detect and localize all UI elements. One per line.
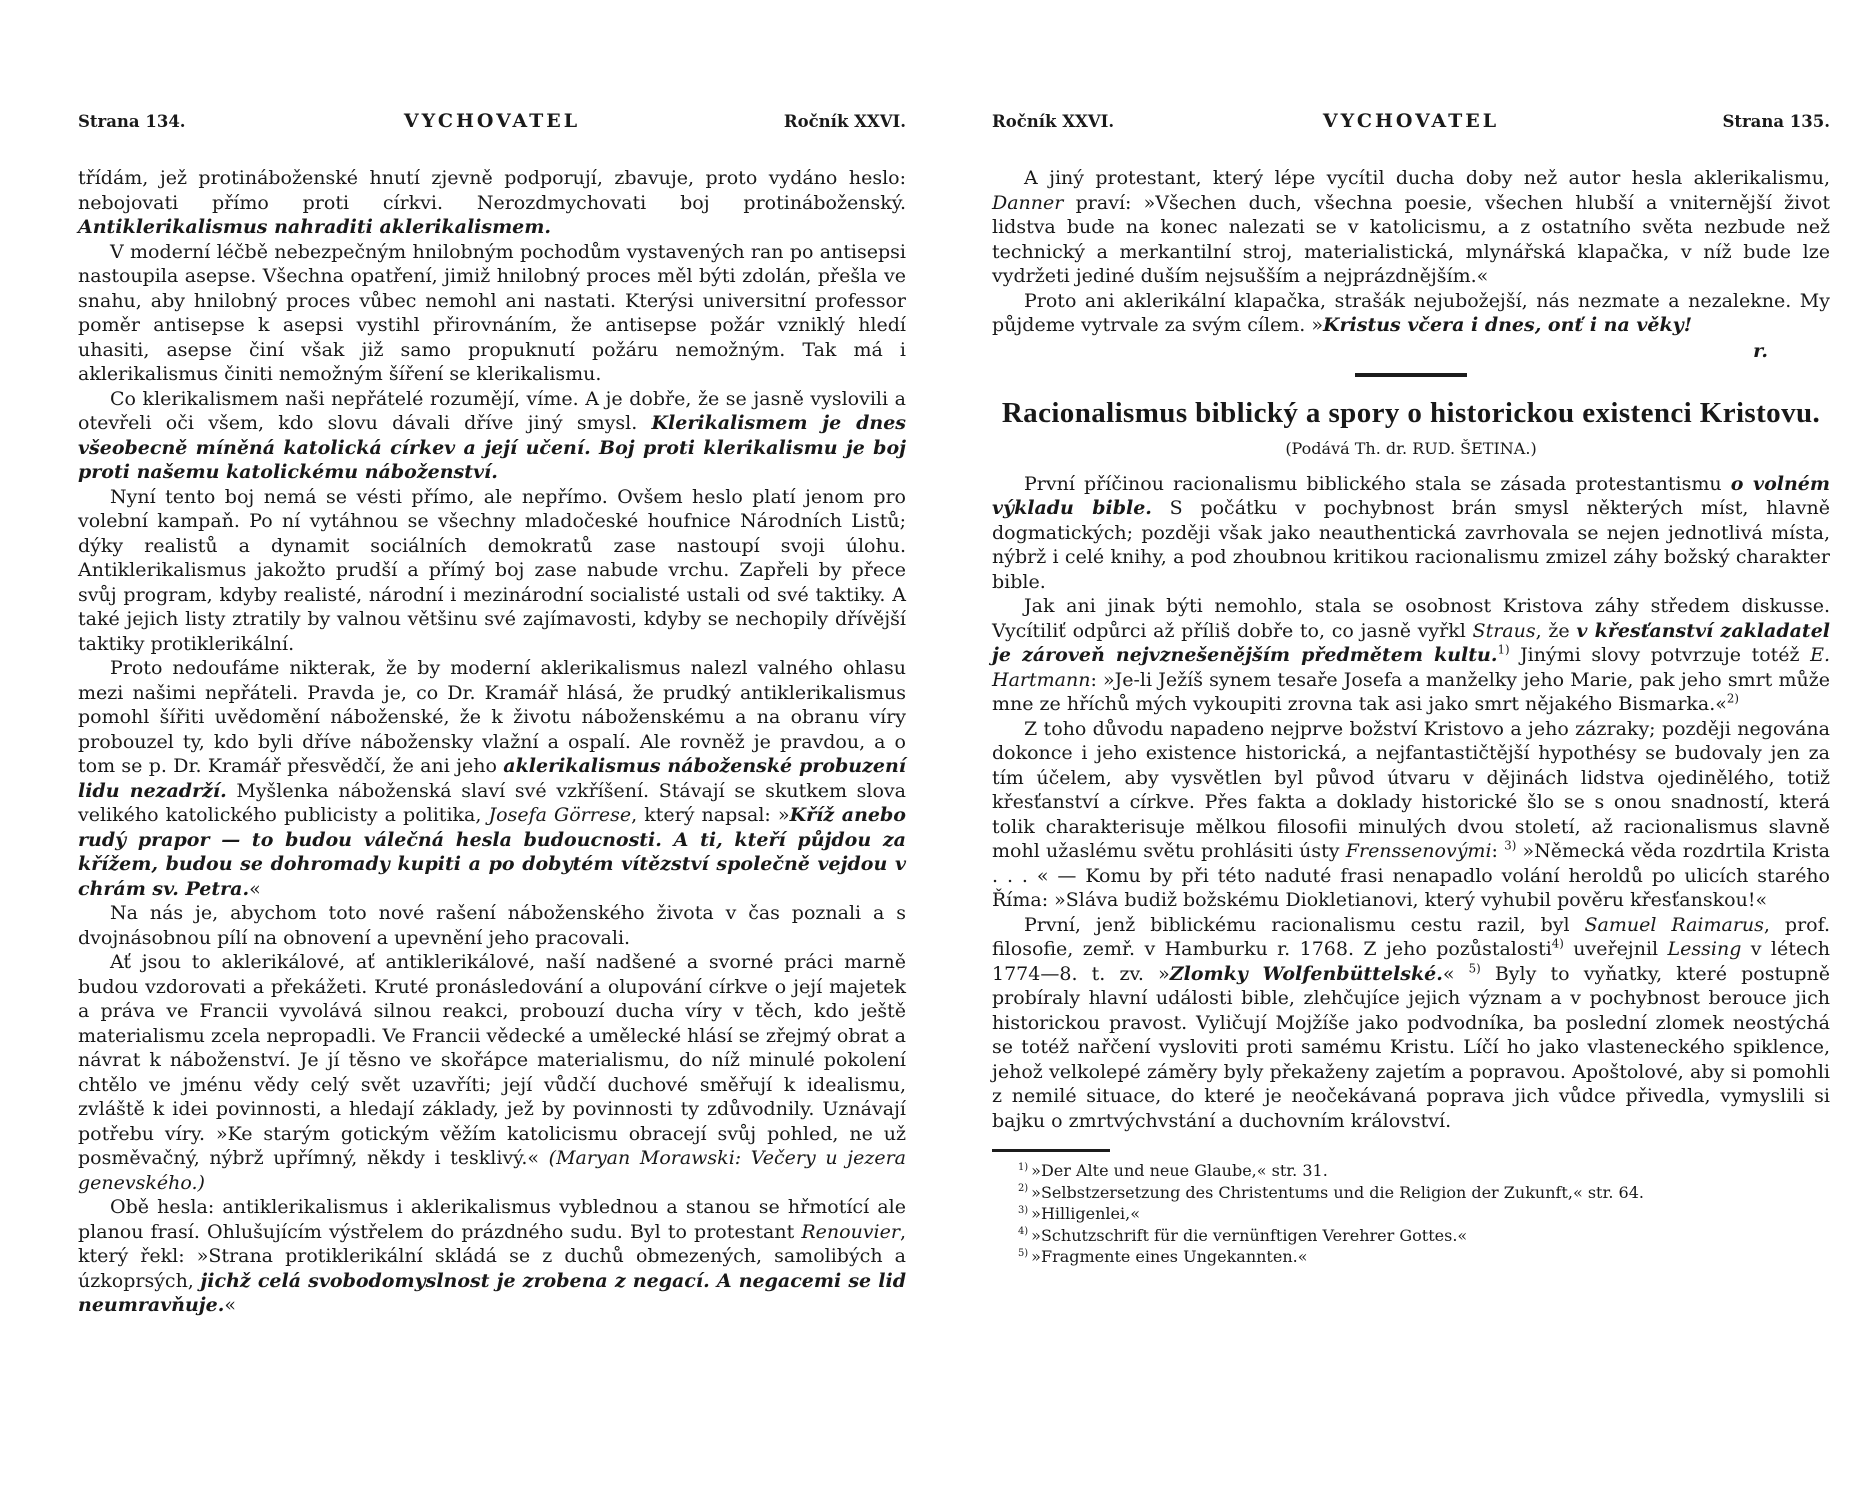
paragraph <box>78 166 906 240</box>
paragraph <box>992 717 1830 913</box>
text-segment: Lessing <box>1667 938 1742 960</box>
paragraph <box>78 240 906 387</box>
footnote-text: »Hilligenlei,« <box>1031 1204 1140 1223</box>
footnote-marker: 2) <box>1018 1183 1029 1195</box>
volume-label: Ročník XXVI. <box>992 112 1115 131</box>
text-segment: , který napsal: » <box>631 804 790 826</box>
text-segment: v létech 1774—8. t. zv. » <box>992 938 1830 985</box>
paragraph <box>992 594 1830 717</box>
footnote-marker: 3) <box>1018 1204 1029 1216</box>
text-segment: Z toho důvodu napadeno nejprve božství Kristovo a jeho zázraky; později negována dokonce i jeho existence historická, a nejfantastičtější hypothésy se budovaly jen za tím účelem, aby vysvětlen byl původ útvaru v dějinách lidstva ojedinělého, totiž křesťanství a církve. Přes fakta a doklady historické šlo se s onou snadností, která tolik charakterisuje mělkou filosofii minulých dvou století, až racionalismus slavně mohl užaslému světu prohlásiti ústy <box>992 717 1830 862</box>
footnote <box>1018 1182 1830 1204</box>
text-segment: praví: »Všechen duch, všechna poesie, všechen hlubší a vniternější život lidstva bude na konec nalezati se v katolicismu, a z ostatního světa nezbude než technický a merkantilní stroj, materialistická, mlynářská klapačka, v níž bude lze vydržeti jediné duším nejsušším a nejprázdnějším.« <box>992 191 1830 287</box>
footnote-text: »Selbstzersetzung des Christentums und die Religion der Zukunft,« str. 64. <box>1031 1182 1644 1202</box>
section-divider <box>1355 373 1467 377</box>
text-segment: : »Je-li Ježíš synem tesaře Josefa a manželky jeho Marie, pak jeho smrt může mne ze hříchů mých vykoupiti zrovna tak asi jako smrt nějakého Bismarka.« <box>992 668 1830 715</box>
page-header-left <box>78 112 906 134</box>
page-right <box>992 0 1830 1268</box>
text-segment: jichž celá svobodomyslnost je zrobena z negací. A negacemi se lid neumravňuje. <box>78 1269 906 1316</box>
text-segment: « <box>1442 962 1469 985</box>
footnote-ref: 4) <box>1551 936 1564 951</box>
text-segment: Ať jsou to aklerikálové, ať antiklerikálové, naší nadšené a svorné práci marně budou vzdorovati a překážeti. Kruté pronásledování a olupování církve o její majetek a práva ve Francii vyvolává silnou reakci, probouzí ducha víry v těch, kdo ještě materialismu zcela nepropadli. Ve Francii vědecké a umělecké hlásí se zřejmý obrat a návrat k náboženství. Je jí těsno ve skořápce materialismu, do níž minulé pokolení chtělo ve jménu vědy celý svět uzavříti; její vůdčí duchové směřují k idealismu, zvláště k idei povinnosti, a hledají základy, jež by povinnosti ty zdůvodnily. Uznávají potřebu víry. »Ke starým gotickým věžím katolicismu obracejí svůj pohled, ne už posměvačný, nýbrž upřímný, někdy i tesklivý.« <box>78 951 906 1169</box>
text-segment: Proto nedoufáme nikterak, že by moderní aklerikalismus nalezl valného ohlasu mezi našimi nepřáteli. Pravda je, co Dr. Kramář hlásá, že prudký antiklerikalismus pomohl šířiti uvědomění náboženské, že k životu náboženskému a na obranu víry probouzel ty, kdo byli dříve nábožensky vlažní a ospalí. Ale rovněž je pravdou, a o tom se p. Dr. Kramář přesvědčí, že ani jeho <box>78 657 906 777</box>
footnote-ref: 5) <box>1468 961 1481 976</box>
footnote-marker: 1) <box>1018 1161 1029 1173</box>
paragraph <box>992 472 1830 595</box>
text-segment: První, jenž biblickému racionalismu cestu razil, byl <box>1024 913 1585 936</box>
page-left <box>78 0 906 1318</box>
text-segment: uveřejnil <box>1563 938 1668 960</box>
footnote-ref: 2) <box>1726 691 1739 706</box>
text-segment: , prof. filosofie, zemř. v Hamburku r. 1768. Z jeho pozůstalosti <box>992 913 1830 960</box>
paragraph <box>78 485 906 657</box>
text-segment: , že <box>1535 619 1577 642</box>
journal-title: VYCHOVATEL <box>1322 110 1500 132</box>
text-segment: , který řekl: »Strana protiklerikální skládá se z duchů obmezených, samolibých a úzkoprsých, <box>78 1220 906 1292</box>
volume-label: Ročník XXVI. <box>783 112 906 131</box>
text-segment: A jiný protestant, který lépe vycítil ducha doby než autor hesla aklerikalismu, <box>1024 167 1830 189</box>
text-segment: « <box>249 877 261 900</box>
text-segment: Kříž anebo rudý prapor — to budou válečná hesla budoucnosti. A ti, kteří půjdou za křížem, budou se dohromady kupiti a po dobytém vítězství společně vejdou v chrám sv. Petra. <box>78 804 906 900</box>
footnote <box>1018 1160 1830 1182</box>
text-segment: Jak ani jinak býti nemohlo, stala se osobnost Kristova záhy středem diskusse. Vycítiliť odpůrci až příliš dobře to, co jasně vyřkl <box>992 595 1830 642</box>
text-segment: Byly to vyňatky, které postupně probíraly hlavní události bible, zlehčujíce jejich význam a v pochybnost berouce jich historickou pravost. Vyličují Mojžíše jako podvodníka, ba poslední zlomek neostýchá se totéž nařčení vysloviti proti samému Kristu. Líčí ho jako vlasteneckého spiklence, jehož velkolepé záměry byly překaženy zajetím a popravou. Apoštolové, aby si pomohli z nemilé situace, do které je neočekávaná poprava jich vůdce přivedla, vymyslili si bajku o zmrtvýchvstání a duchovním království. <box>992 962 1831 1132</box>
page-number: Strana 134. <box>78 112 186 131</box>
text-segment: Na nás je, abychom toto nové rašení náboženského života v čas poznali a s dvojnásobnou pílí na obnovení a upevnění jeho pracovali. <box>78 902 906 949</box>
paragraph <box>992 166 1830 289</box>
text-segment: Kristus včera i dnes, onť i na věky! <box>1323 314 1693 336</box>
paragraph <box>78 656 906 901</box>
text-segment: Zlomky Wolfenbüttelské. <box>1169 962 1443 985</box>
text-segment: aklerikalismus náboženské probuzení lidu nezadrží. <box>78 755 906 802</box>
article-title: Racionalismus biblický a spory o historickou existenci Kristovu. <box>1001 397 1821 429</box>
text-segment: Samuel Raimarus <box>1584 913 1764 936</box>
footnote-text: »Schutzschrift für die vernünftigen Verehrer Gottes.« <box>1031 1225 1468 1245</box>
text-segment: Obě hesla: antiklerikalismus i aklerikalismus vyblednou a stanou se hřmotící ale planou frasí. Ohlušujícím výstřelem do prázdného sudu. Byl to protestant <box>78 1196 906 1243</box>
footnote-marker: 4) <box>1018 1226 1029 1238</box>
paragraph <box>78 901 906 950</box>
text-segment: o volném výkladu bible. <box>992 472 1830 519</box>
page-number: Strana 135. <box>1722 112 1830 131</box>
text-segment: Straus <box>1472 619 1536 642</box>
text-segment: V moderní léčbě nebezpečným hnilobným pochodům vystavených ran po antisepsi nastoupila asepse. Všechna opatření, jimiž hnilobný proces měl býti zdolán, přešla ve snahu, aby hnilobný proces vůbec nemohl ani nastati. Kterýsi universitní professor poměr antisepse k asepsi vystihl přirovnáním, že antisepse požár vzniklý hledí uhasiti, asepse činí však již samo propuknutí požáru nemožným. Tak má i aklerikalismus činiti nemožným šíření se klerikalismu. <box>78 240 906 385</box>
text-segment: Co klerikalismem naši nepřátelé rozumějí, víme. A je dobře, že se jasně vyslovili a otevřeli oči všem, kdo slovu dávali dříve jiný smysl. <box>78 387 906 434</box>
text-segment: : <box>1491 840 1505 862</box>
footnotes <box>992 1160 1830 1268</box>
footnote-text: »Der Alte und neue Glaube,« str. 31. <box>1031 1161 1328 1180</box>
page-body-right <box>992 166 1830 1268</box>
text-segment: třídám, jež protináboženské hnutí zjevně podporují, zbavuje, proto vydáno heslo: nebojovati přímo proti církvi. Nerozdmychovati boj protináboženský. <box>78 167 906 214</box>
text-segment: Proto ani aklerikální klapačka, strašák nejubožejší, nás nezmate a nezalekne. My půjdeme vytrvale za svým cílem. » <box>992 289 1830 336</box>
text-segment: E. Hartmann <box>992 644 1831 691</box>
paragraph <box>78 1195 906 1318</box>
text-segment: Antiklerikalismus nahraditi aklerikalismem. <box>78 216 551 238</box>
footnote <box>1018 1203 1830 1225</box>
text-segment: S počátku v pochybnost brán smysl některých míst, hlavně dogmatických; později však jako neauthentická zavrhovala se nejen jednotlivá místa, nýbrž i celé knihy, a pod zhoubnou kritikou racionalismu zmizel záhy božský charakter bible. <box>992 497 1830 593</box>
paragraph <box>992 289 1830 338</box>
text-segment: Danner <box>992 191 1064 214</box>
text-segment: Nyní tento boj nemá se vésti přímo, ale nepřímo. Ovšem heslo platí jenom pro volební kampaň. Po ní vytáhnou se všechny mladočeské houfnice Národních Listů; dýky realistů a dynamit sociálních demokratů zase nastoupí svoji úlohu. Antiklerikalismus jakožto prudší a přímý boj zase nabude vrchu. Zapřeli by přece svůj program, kdyby realisté, národní i mezinárodní socialisté ustali od své taktiky. A také jejich listy ztratily by valnou většinu své zajímavosti, kdyby se nechopily dřívější taktiky protiklerikální. <box>78 485 906 655</box>
paragraph <box>992 913 1830 1134</box>
page-header-right <box>992 112 1830 134</box>
text-segment: Myšlenka náboženská slaví své vzkříšení. Stávají se skutkem slova velikého katolického publicisty a politika, <box>78 779 906 826</box>
footnote-text: »Fragmente eines Ungekannten.« <box>1031 1247 1308 1266</box>
text-segment: v křesťanství zakladatel je zároveň nejvznešenějším předmětem kultu. <box>992 619 1831 666</box>
text-segment: První příčinou racionalismu biblického stala se zásada protestantismu <box>1024 472 1731 495</box>
footnote <box>1018 1246 1830 1268</box>
footnote-rule <box>992 1149 1110 1152</box>
article-byline: (Podává Th. dr. RUD. ŠETINA.) <box>1285 439 1537 458</box>
text-segment: Josefa Görrese <box>488 804 632 826</box>
footnote-ref: 1) <box>1497 642 1510 657</box>
text-segment: Renouvier <box>801 1220 900 1243</box>
journal-title: VYCHOVATEL <box>403 110 581 132</box>
footnote-marker: 5) <box>1018 1247 1029 1259</box>
text-segment: « <box>224 1294 237 1316</box>
paragraph <box>78 950 906 1195</box>
text-segment: (Maryan Morawski: Večery u jezera genevského.) <box>78 1147 906 1194</box>
paragraph <box>78 387 906 485</box>
text-segment: Jinými slovy potvrzuje totéž <box>1509 644 1811 666</box>
footnote <box>1018 1225 1830 1247</box>
author-signature: r. <box>1753 339 1768 362</box>
footnote-ref: 3) <box>1504 838 1517 853</box>
page-body-left <box>78 166 906 1318</box>
text-segment: Klerikalismem je dnes všeobecně míněná katolická církev a její učení. Boj proti klerikalismu je boj proti našemu katolickému náboženství. <box>78 412 906 483</box>
text-segment: »Německá věda rozdrtila Krista . . . « — Komu by při této naduté frasi nenapadlo volání heroldů po ulicích starého Říma: »Sláva budiž božskému Diokletianovi, který vyhubil pověru křesťanskou!« <box>992 840 1830 911</box>
text-segment: Frenssenovými <box>1345 840 1492 862</box>
